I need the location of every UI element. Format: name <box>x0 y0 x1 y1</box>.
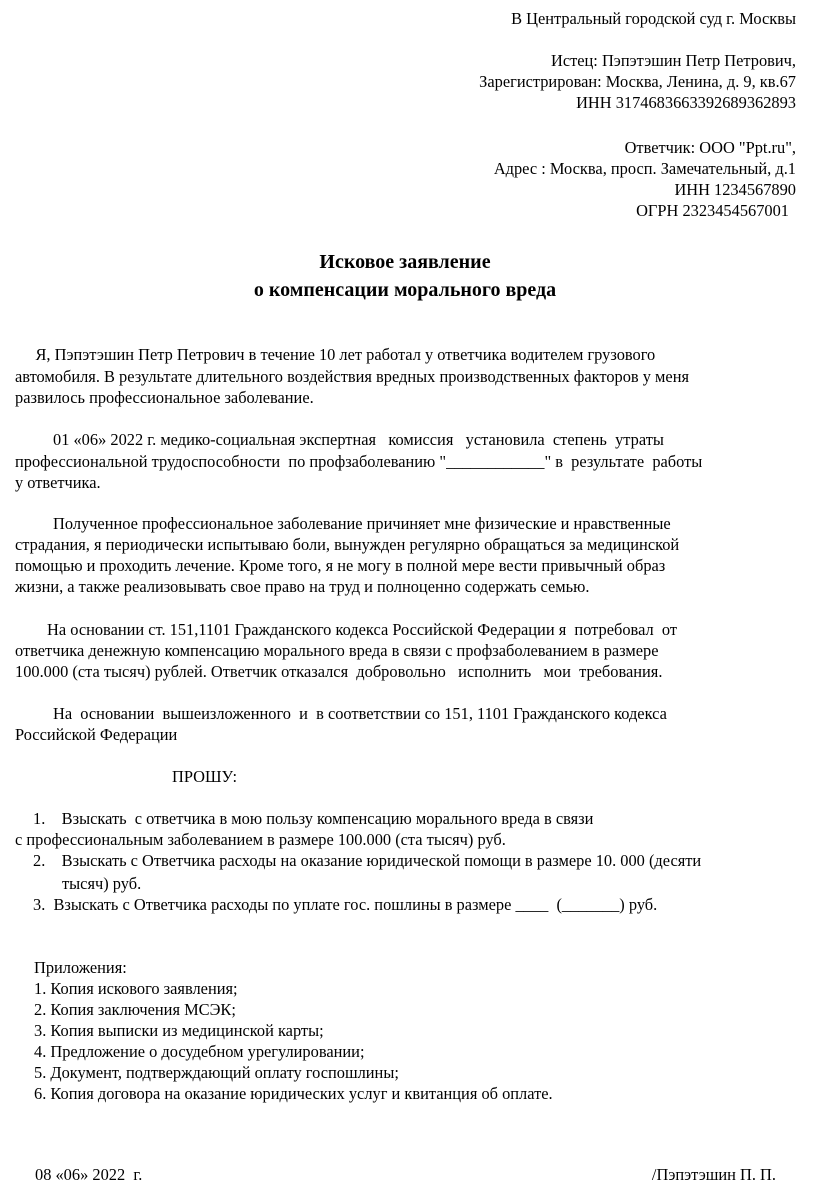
request-1-line-1: 1. Взыскать с ответчика в мою пользу компенсацию морального вреда в связи <box>33 809 594 828</box>
defendant-inn: ИНН 1234567890 <box>674 180 796 199</box>
paragraph-4-line-2: ответчика денежную компенсацию морального вреда в связи с профзаболеванием в размере <box>15 641 659 660</box>
paragraph-1-line-2: автомобиля. В результате длительного воздействия вредных производственных факторов у меня <box>15 367 690 386</box>
request-3: 3. Взыскать с Ответчика расходы по уплате гос. пошлины в размере ____ (_______) руб. <box>33 895 658 914</box>
defendant-ogrn: ОГРН 2323454567001 <box>636 201 789 220</box>
paragraph-3-line-3: помощью и проходить лечение. Кроме того, я не могу в полной мере вести привычный образ <box>15 556 666 575</box>
document-date: 08 «06» 2022 г. <box>35 1165 143 1184</box>
attachment-item: 1. Копия искового заявления; <box>34 979 238 998</box>
defendant-name: Ответчик: ООО "Ppt.ru", <box>624 138 796 157</box>
document-subtitle: о компенсации морального вреда <box>253 279 557 301</box>
paragraph-3-line-2: страдания, я периодически испытываю боли, вынужден регулярно обращаться за медицинской <box>15 535 680 554</box>
paragraph-5-line-2: Российской Федерации <box>15 725 178 744</box>
document-title: Исковое заявление <box>319 251 491 273</box>
paragraph-2-line-2: профессиональной трудоспособности по профзаболеванию "____________" в результате работы <box>15 452 703 471</box>
plaintiff-inn: ИНН 3174683663392689362893 <box>576 93 796 112</box>
attachment-item: 2. Копия заключения МСЭК; <box>34 1000 236 1019</box>
paragraph-2-line-3: у ответчика. <box>15 473 101 492</box>
paragraph-3-line-1: Полученное профессиональное заболевание причиняет мне физические и нравственные <box>53 514 671 533</box>
paragraph-4-line-1: На основании ст. 151,1101 Гражданского кодекса Российской Федерации я потребовал от <box>47 620 678 639</box>
request-2-line-1: 2. Взыскать с Ответчика расходы на оказание юридической помощи в размере 10. 000 (десяти <box>33 851 702 870</box>
paragraph-1-line-1: Я, Пэпэтэшин Петр Петрович в течение 10 лет работал у ответчика водителем грузового <box>15 345 656 364</box>
request-heading: ПРОШУ: <box>172 767 238 786</box>
court-name: В Центральный городской суд г. Москвы <box>511 9 796 28</box>
attachment-item: 6. Копия договора на оказание юридических услуг и квитанция об оплате. <box>34 1084 553 1103</box>
signature: /Пэпэтэшин П. П. <box>651 1165 776 1184</box>
plaintiff-name: Истец: Пэпэтэшин Петр Петрович, <box>550 51 796 70</box>
attachment-item: 4. Предложение о досудебном урегулировании; <box>34 1042 365 1061</box>
attachment-item: 3. Копия выписки из медицинской карты; <box>34 1021 324 1040</box>
paragraph-1-line-3: развилось профессиональное заболевание. <box>15 388 314 407</box>
request-2-line-2: тысяч) руб. <box>62 874 142 893</box>
defendant-address: Адрес : Москва, просп. Замечательный, д.1 <box>493 159 796 178</box>
paragraph-3-line-4: жизни, а также реализовывать свое право на труд и полноценно содержать семью. <box>15 577 590 596</box>
attachments-heading: Приложения: <box>34 958 127 977</box>
paragraph-4-line-3: 100.000 (ста тысяч) рублей. Ответчик отказался добровольно исполнить мои требования. <box>15 662 663 681</box>
attachment-item: 5. Документ, подтверждающий оплату госпошлины; <box>34 1063 399 1082</box>
plaintiff-address: Зарегистрирован: Москва, Ленина, д. 9, кв.67 <box>479 72 796 91</box>
paragraph-5-line-1: На основании вышеизложенного и в соответствии со 151, 1101 Гражданского кодекса <box>53 704 667 723</box>
request-1-line-2: с профессиональным заболеванием в размере 100.000 (ста тысяч) руб. <box>15 830 506 849</box>
paragraph-2-line-1: 01 «06» 2022 г. медико-социальная экспертная комиссия установила степень утраты <box>53 430 664 449</box>
